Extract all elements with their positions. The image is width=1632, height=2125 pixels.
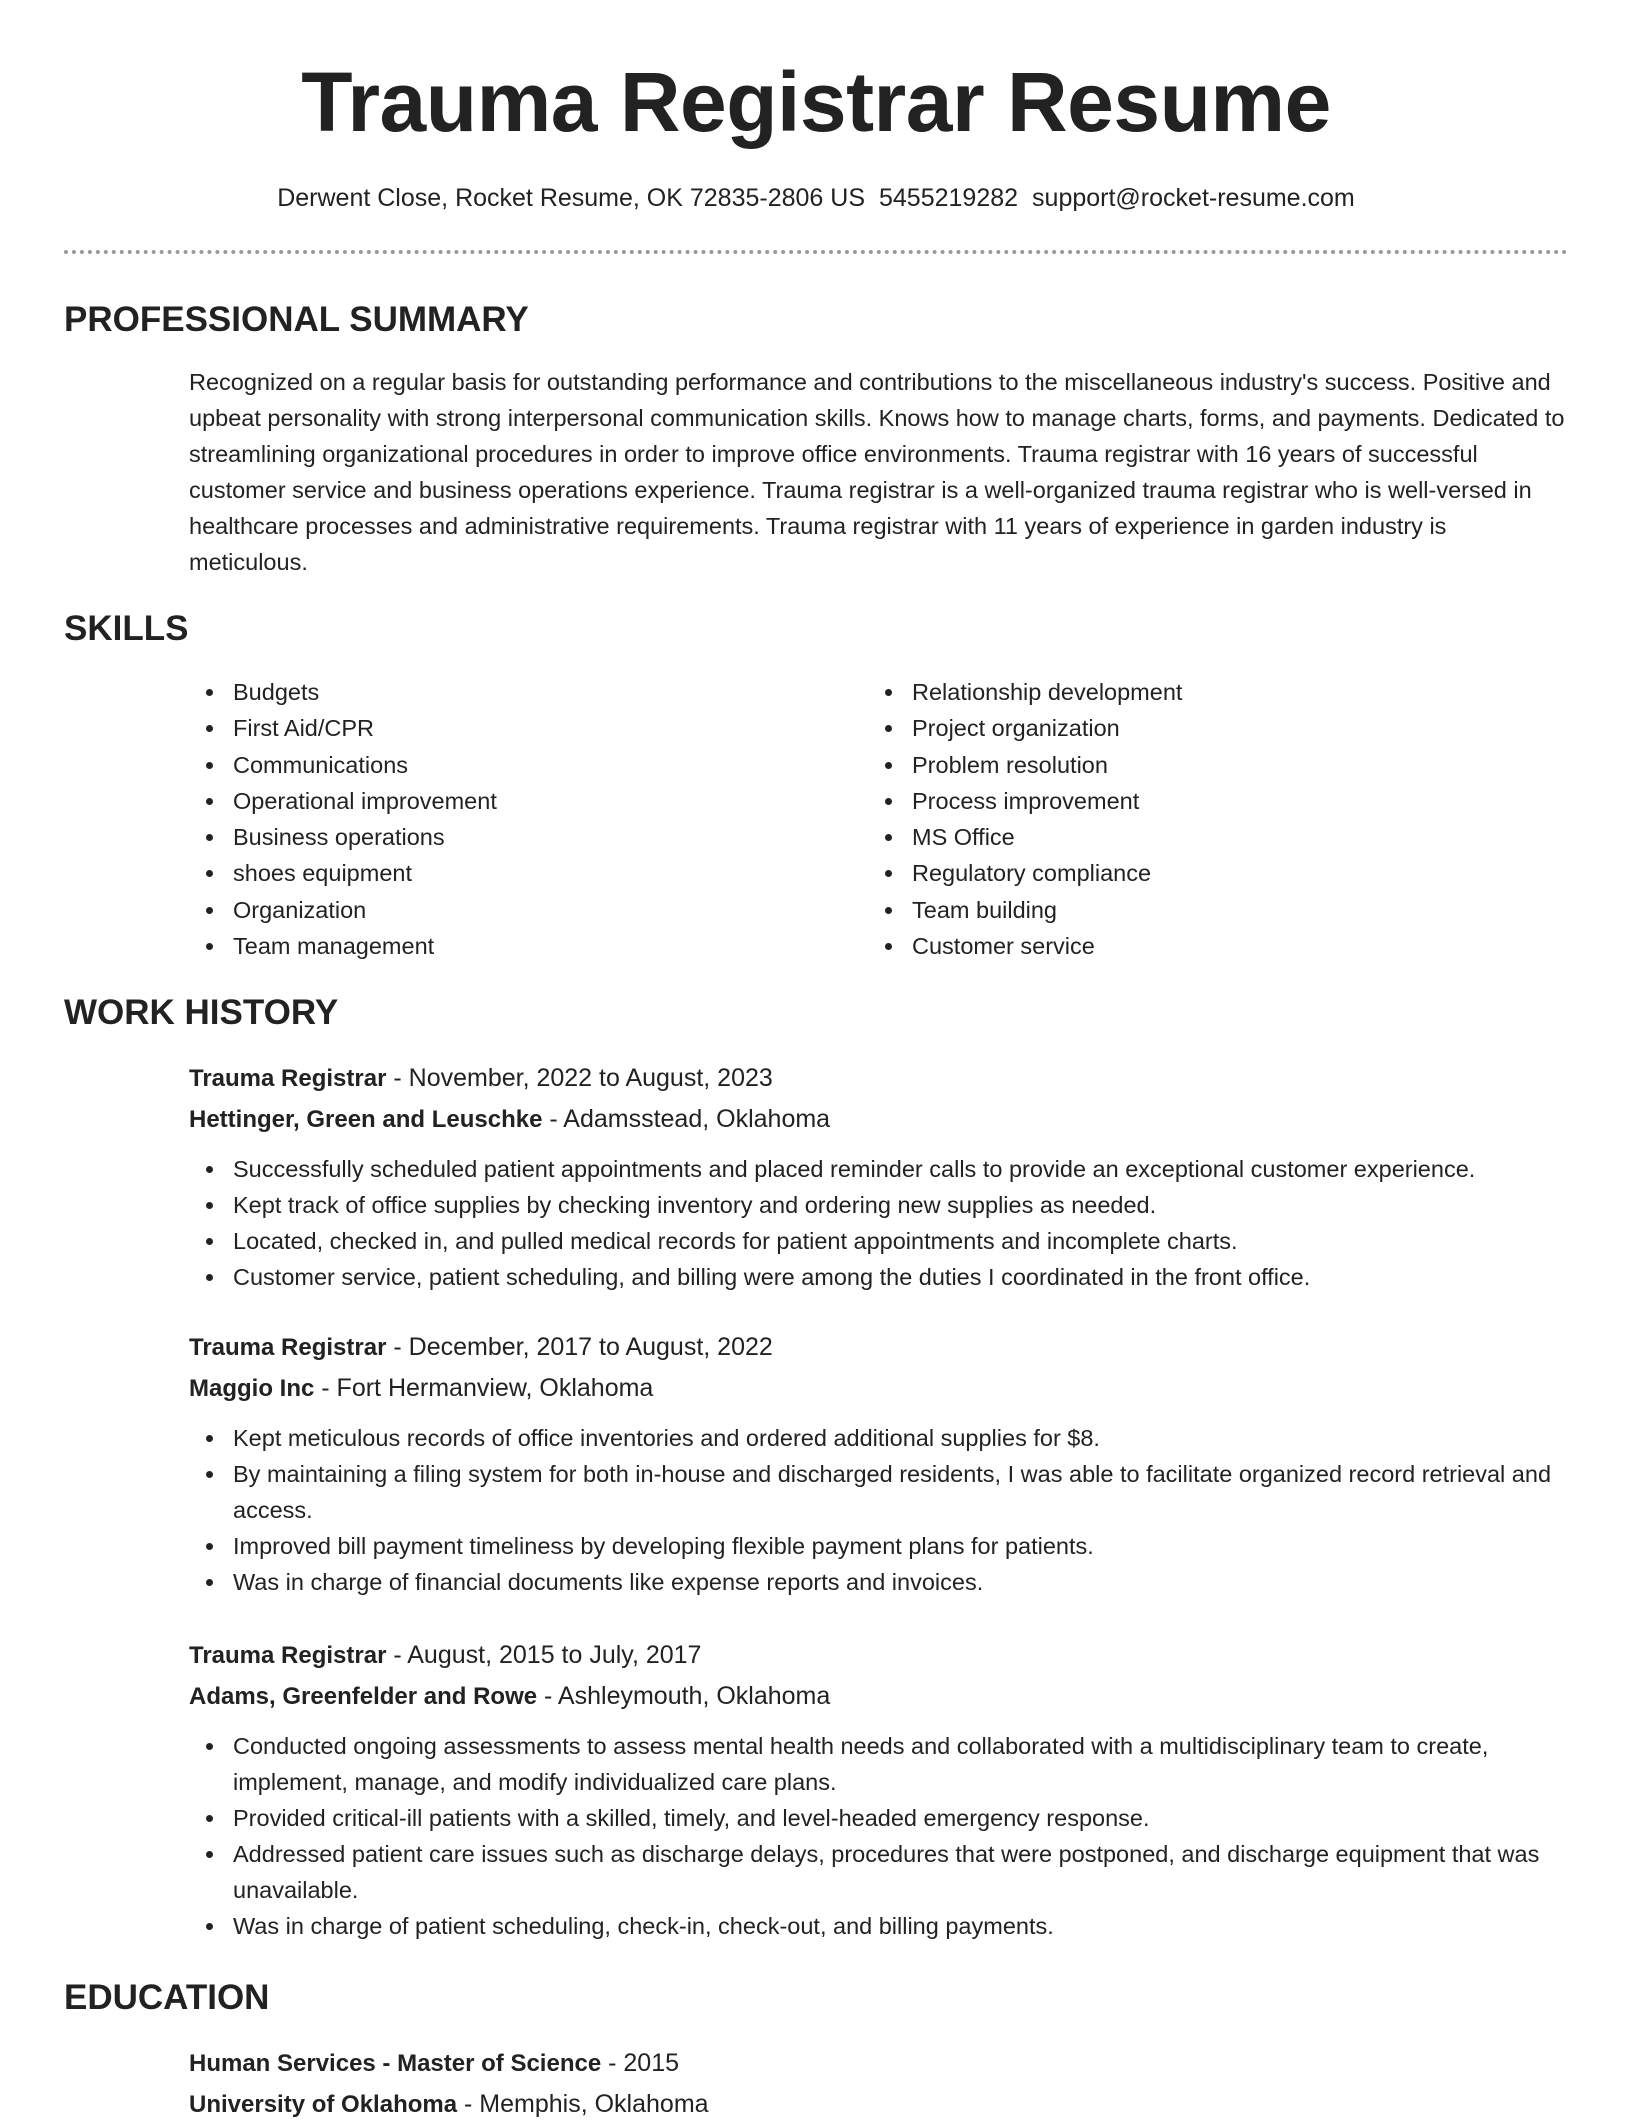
skill-item: Organization (189, 892, 829, 928)
job-title-line (189, 1327, 1569, 1368)
job-duties (189, 1420, 1569, 1600)
job-role: Trauma Registrar (189, 1334, 387, 1361)
skill-item: MS Office (868, 819, 1508, 855)
job-dates: - November, 2022 to August, 2023 (386, 1064, 773, 1092)
job-duty: By maintaining a filing system for both in-house and discharged residents, I was able to facilitate organized record retrieval and access. (189, 1456, 1569, 1528)
degree-line (189, 2043, 1569, 2084)
job-dates: - August, 2015 to July, 2017 (386, 1641, 702, 1669)
job-duty: Successfully scheduled patient appointments and placed reminder calls to provide an exceptional customer experience. (189, 1151, 1569, 1187)
summary-text: Recognized on a regular basis for outstanding performance and contributions to the miscellaneous industry's success. Positive and upbeat personality with strong interpersonal communication skills. Knows how to manage charts, forms, and payments. Dedicated to streamlining organizational procedures in order to improve office environments. Trauma registrar with 16 years of successful customer service and business operations experience. Trauma registrar is a well-organized trauma registrar who is well-versed in healthcare processes and administrative requirements. Trauma registrar with 11 years of experience in garden industry is meticulous. (189, 369, 1565, 575)
skills-list-right (868, 674, 1508, 964)
job-duty: Customer service, patient scheduling, and billing were among the duties I coordinated in the front office. (189, 1259, 1569, 1295)
job-duty: Was in charge of financial documents like expense reports and invoices. (189, 1564, 1569, 1600)
skill-item: Problem resolution (868, 747, 1508, 783)
degree: Human Services - Master of Science (189, 2050, 602, 2077)
summary-heading: PROFESSIONAL SUMMARY (64, 300, 529, 339)
job-company-line (189, 1676, 1569, 1717)
job-title-line (189, 1635, 1569, 1676)
work-history-heading: WORK HISTORY (64, 993, 339, 1032)
skill-item: Team management (189, 928, 829, 964)
job-duty: Kept track of office supplies by checking inventory and ordering new supplies as needed. (189, 1187, 1569, 1223)
job-title-line (189, 1058, 1569, 1099)
skill-item: Regulatory compliance (868, 855, 1508, 891)
job-duty: Kept meticulous records of office inventories and ordered additional supplies for $8. (189, 1420, 1569, 1456)
job-duties (189, 1728, 1569, 1944)
education-entry (189, 2043, 1569, 2125)
job-entry (189, 1635, 1569, 1944)
skills-list-left (189, 674, 829, 964)
skill-item: First Aid/CPR (189, 710, 829, 746)
job-duty: Provided critical-ill patients with a skilled, timely, and level-headed emergency response. (189, 1800, 1569, 1836)
job-duties (189, 1151, 1569, 1295)
job-duty: Addressed patient care issues such as discharge delays, procedures that were postponed, and discharge equipment that was unavailable. (189, 1836, 1569, 1908)
job-company: Maggio Inc (189, 1375, 315, 1402)
job-company: Hettinger, Green and Leuschke (189, 1106, 543, 1133)
job-role: Trauma Registrar (189, 1642, 387, 1669)
contact-email[interactable]: support@rocket-resume.com (1032, 184, 1355, 212)
job-company-line (189, 1368, 1569, 1409)
contact-line (0, 180, 1632, 216)
skill-item: Relationship development (868, 674, 1508, 710)
school: University of Oklahoma (189, 2091, 458, 2118)
job-duty: Was in charge of patient scheduling, check-in, check-out, and billing payments. (189, 1908, 1569, 1944)
job-location: - Adamsstead, Oklahoma (542, 1105, 831, 1133)
job-location: - Ashleymouth, Oklahoma (537, 1682, 831, 1710)
skill-item: Business operations (189, 819, 829, 855)
summary-block (189, 364, 1569, 580)
resume-title: Trauma Registrar Resume (301, 55, 1331, 149)
job-duty: Conducted ongoing assessments to assess mental health needs and collaborated with a multidisciplinary team to create, implement, manage, and modify individualized care plans. (189, 1728, 1569, 1800)
job-duty: Improved bill payment timeliness by developing flexible payment plans for patients. (189, 1528, 1569, 1564)
school-line (189, 2084, 1569, 2125)
education-heading: EDUCATION (64, 1978, 270, 2017)
job-company-line (189, 1099, 1569, 1140)
job-role: Trauma Registrar (189, 1065, 387, 1092)
skill-item: Operational improvement (189, 783, 829, 819)
job-company: Adams, Greenfelder and Rowe (189, 1683, 538, 1710)
skill-item: Project organization (868, 710, 1508, 746)
skills-heading: SKILLS (64, 609, 189, 648)
skill-item: Process improvement (868, 783, 1508, 819)
skill-item: Communications (189, 747, 829, 783)
school-location: - Memphis, Oklahoma (457, 2090, 709, 2118)
job-entry (189, 1327, 1569, 1600)
job-entry (189, 1058, 1569, 1295)
skill-item: Budgets (189, 674, 829, 710)
job-location: - Fort Hermanview, Oklahoma (314, 1374, 654, 1402)
job-dates: - December, 2017 to August, 2022 (386, 1333, 773, 1361)
skill-item: Team building (868, 892, 1508, 928)
degree-year: - 2015 (601, 2049, 680, 2077)
skill-item: shoes equipment (189, 855, 829, 891)
skill-item: Customer service (868, 928, 1508, 964)
job-duty: Located, checked in, and pulled medical records for patient appointments and incomplete charts. (189, 1223, 1569, 1259)
contact-address: Derwent Close, Rocket Resume, OK 72835-2806 US (277, 184, 865, 212)
header-divider (64, 250, 1568, 254)
contact-phone: 5455219282 (879, 184, 1019, 212)
